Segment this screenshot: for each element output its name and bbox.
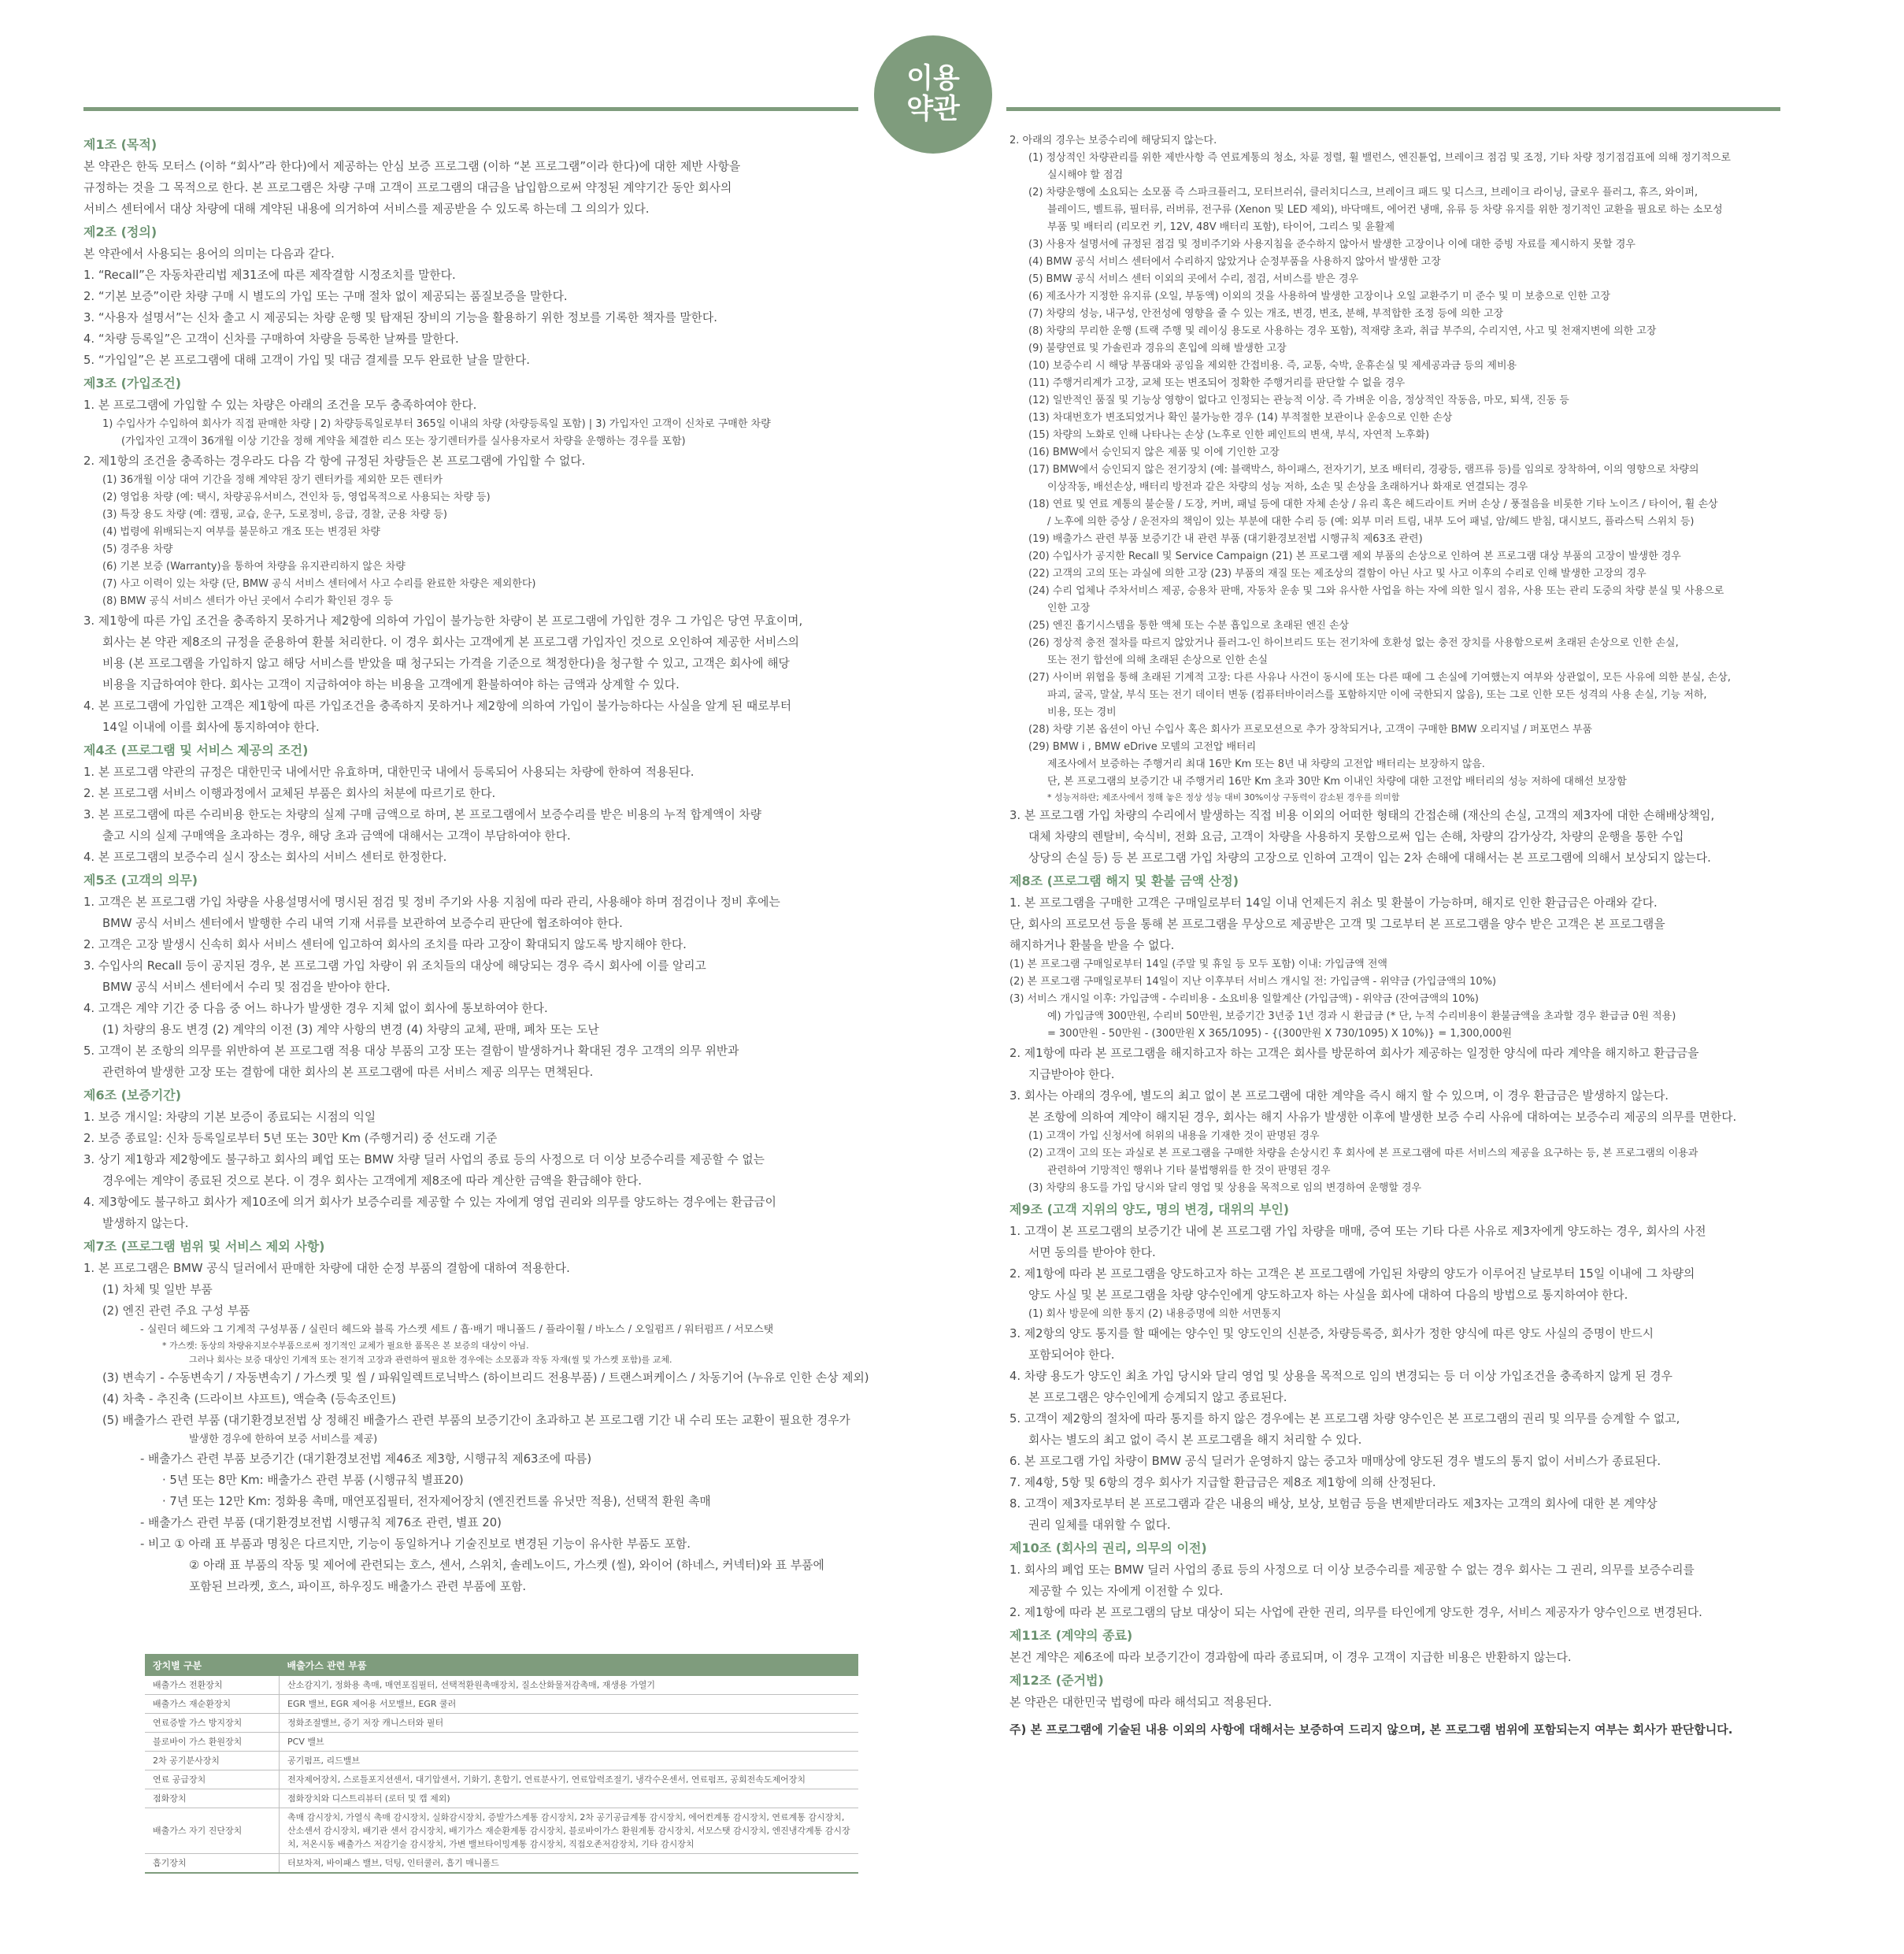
clause-line: 3. 회사는 아래의 경우에, 별도의 최고 없이 본 프로그램에 대한 계약을 즉시 해지 할 수 있으며, 이 경우 환급금은 발생하지 않는다. [1009, 1089, 1669, 1103]
clause-line: 출고 시의 실제 구매액을 초과하는 경우, 해당 초과 금액에 대해서는 고객이 부담하여야 한다. [102, 829, 571, 843]
clause-line: 그러나 회사는 보증 대상인 기계적 또는 전기적 고장과 관련하여 필요한 경우에는 소모품과 작동 자재(씰 및 가스켓 포함)를 교체. [189, 1355, 672, 1365]
clause-line: (17) BMW에서 승인되지 않은 전기장치 (예: 블랙박스, 하이패스, 전자기기, 보조 배터리, 경광등, 램프류 등)를 임의로 장착하여, 이의 영향으로 차량의 [1028, 464, 1699, 476]
clause-line: 1. 본 프로그램을 구매한 고객은 구매일로부터 14일 이내 언제든지 취소 및 환불이 가능하며, 해지로 인한 환급금은 아래와 같다. [1009, 896, 1658, 910]
clause-line: 관련하여 발생한 고장 또는 결함에 대한 회사의 본 프로그램에 따른 서비스 제공 의무는 면책된다. [102, 1066, 594, 1079]
article-title: 제6조 (보증기간) [83, 1088, 182, 1103]
clause-line: 단, 회사의 프로모션 등을 통해 본 프로그램을 무상으로 제공받은 고객 및 그로부터 본 프로그램을 양수 받은 고객은 본 프로그램을 [1009, 918, 1665, 931]
clause-line: (26) 정상적 충전 절차를 따르지 않았거나 플러그-인 하이브리드 또는 전기차에 호환성 없는 충전 장치를 사용함으로써 초래된 손상으로 인한 손실, [1028, 637, 1679, 649]
article-title: 제8조 (프로그램 해지 및 환불 금액 산정) [1009, 873, 1239, 888]
table-row [145, 1733, 858, 1752]
clause-line: 인한 고장 [1047, 603, 1091, 614]
clause-line: 1. 본 프로그램은 BMW 공식 딜러에서 판매한 차량에 대한 순정 부품의 결함에 대하여 적용한다. [83, 1262, 570, 1275]
clause-line: 4. 본 프로그램의 보증수리 실시 장소는 회사의 서비스 센터로 한정한다. [83, 851, 447, 864]
clause-line: (3) 사용자 설명서에 규정된 점검 및 정비주기와 사용지침을 준수하지 않아서 발생한 고장이나 이에 대한 증빙 자료를 제시하지 못할 경우 [1028, 239, 1635, 250]
emission-parts-cell: 전자제어장치, 스로틀포지션센서, 대기압센서, 기화기, 혼합기, 연료분사기, 연료압력조절기, 냉각수온센서, 연료펌프, 공회전속도제어장치 [280, 1770, 859, 1789]
clause-line: 비용 (본 프로그램을 가입하지 않고 해당 서비스를 받았을 때 청구되는 가격을 기준으로 책정한다)을 청구할 수 있고, 고객은 회사에 해당 [102, 657, 790, 670]
table-row [145, 1808, 858, 1854]
clause-line: 예) 가입금액 300만원, 수리비 50만원, 보증기간 3년중 1년 경과 시 환급금 (* 단, 누적 수리비용이 환불금액을 초과할 경우 환급금 0원 적용) [1047, 1010, 1676, 1022]
table-header-row [145, 1654, 858, 1676]
clause-line: (29) BMW i , BMW eDrive 모델의 고전압 배터리 [1028, 741, 1257, 753]
clause-line: · 5년 또는 8만 Km: 배출가스 관련 부품 (시행규칙 별표20) [162, 1474, 464, 1487]
device-category-cell: 배출가스 재순환장치 [145, 1695, 280, 1714]
clause-line: (2) 본 프로그램 구매일로부터 14일이 지난 이후부터 서비스 개시일 전: 가입금액 - 위약금 (가입금액의 10%) [1009, 976, 1497, 988]
clause-line: (12) 일반적인 품질 및 기능상 영향이 없다고 인정되는 관능적 이상. 즉 가벼운 이음, 정상적인 작동음, 마모, 퇴색, 진동 등 [1028, 395, 1569, 406]
table-row [145, 1752, 858, 1770]
clause-line: 경우에는 계약이 종료된 것으로 본다. 이 경우 회사는 고객에게 제8조에 따라 계산한 금액을 환급해야 한다. [102, 1174, 643, 1188]
clause-line: 단, 본 프로그램의 보증기간 내 주행거리 16만 Km 초과 30만 Km 이내인 차량에 대한 고전압 배터리의 성능 저하에 대해선 보장함 [1047, 776, 1627, 788]
clause-line: (4) 차축 - 추진축 (드라이브 샤프트), 액슬축 (등속조인트) [102, 1392, 396, 1406]
device-category-cell: 블로바이 가스 환원장치 [145, 1733, 280, 1752]
clause-line: / 노후에 의한 증상 / 운전자의 책임이 있는 부분에 대한 수리 등 (예: 외부 미러 트림, 내부 도어 패널, 암/헤드 받침, 대시보드, 플라스틱 스위치 등) [1047, 516, 1695, 528]
clause-line: (3) 특장 용도 차량 (예: 캠핑, 교습, 운구, 도로정비, 응급, 경찰, 군용 차량 등) [102, 509, 447, 521]
clause-line: 파괴, 굴곡, 말살, 부식 또는 전기 데이터 변동 (컴퓨터바이러스를 포함하지만 이에 국한되지 않음), 또는 그로 인한 모든 성격의 사용 손실, 기능 저하, [1047, 689, 1707, 701]
article-title: 제10조 (회사의 권리, 의무의 이전) [1009, 1541, 1207, 1555]
clause-line: 2. 고객은 고장 발생시 신속히 회사 서비스 센터에 입고하여 회사의 조치를 따라 고장이 확대되지 않도록 방지해야 한다. [83, 938, 687, 951]
clause-line: (2) 영업용 차량 (예: 택시, 차량공유서비스, 견인차 등, 영업목적으로 사용되는 차량 등) [102, 491, 491, 503]
clause-line: (4) 법령에 위배되는지 여부를 불문하고 개조 또는 변경된 차량 [102, 526, 380, 538]
left-column [83, 132, 869, 1597]
clause-line: 2. 제1항에 따라 본 프로그램의 담보 대상이 되는 사업에 관한 권리, 의무를 타인에게 양도한 경우, 서비스 제공자가 양수인으로 변경된다. [1009, 1606, 1702, 1619]
clause-line: (7) 사고 이력이 있는 차량 (단, BMW 공식 서비스 센터에서 사고 수리를 완료한 차량은 제외한다) [102, 578, 536, 590]
article-title: 제3조 (가입조건) [83, 376, 182, 391]
article-title: 제11조 (계약의 종료) [1009, 1628, 1133, 1643]
clause-line: (13) 차대번호가 변조되었거나 확인 불가능한 경우 (14) 부적절한 보관이나 운송으로 인한 손상 [1028, 412, 1453, 424]
clause-line: (1) 36개월 이상 대여 기간을 정해 계약된 장기 렌터카를 제외한 모든 렌터카 [102, 474, 443, 486]
emission-parts-cell: PCV 밸브 [280, 1733, 859, 1752]
clause-line: 비용을 지급하여야 한다. 회사는 고객이 지급하여야 하는 비용을 고객에게 환불하여야 하는 금액과 상계할 수 있다. [102, 678, 680, 692]
clause-line: 4. 고객은 계약 기간 중 다음 중 어느 하나가 발생한 경우 지체 없이 회사에 통보하여야 한다. [83, 1002, 548, 1015]
article-title: 제9조 (고객 지위의 양도, 명의 변경, 대위의 부인) [1009, 1202, 1290, 1217]
clause-line: 2. 아래의 경우는 보증수리에 해당되지 않는다. [1009, 135, 1217, 146]
clause-line: 7. 제4항, 5항 및 6항의 경우 회사가 지급할 환급금은 제8조 제1항에 의해 산정된다. [1009, 1476, 1436, 1489]
clause-line: 대체 차량의 렌탈비, 숙식비, 전화 요금, 고객이 차량을 사용하지 못함으로써 입는 손해, 차량의 감가상각, 차량의 운행을 통한 수입 [1028, 830, 1684, 844]
badge-line-2: 약관 [906, 94, 960, 125]
clause-line: (1) 회사 방문에 의한 통지 (2) 내용증명에 의한 서면통지 [1028, 1308, 1282, 1320]
badge-line-1: 이용 [906, 62, 960, 95]
clause-line: 관련하여 기망적인 행위나 기타 불법행위를 한 것이 판명된 경우 [1047, 1165, 1331, 1177]
clause-line: 4. 제3항에도 불구하고 회사가 제10조에 의거 회사가 보증수리를 제공할 수 있는 자에게 영업 권리와 의무를 양도하는 경우에는 환급금이 [83, 1196, 776, 1209]
table-row [145, 1854, 858, 1874]
clause-line: 1. “Recall”은 자동차관리법 제31조에 따른 제작결함 시정조치를 말한다. [83, 269, 456, 282]
clause-line: (5) 배출가스 관련 부품 (대기환경보전법 상 정해진 배출가스 관련 부품의 보증기간이 초과하고 본 프로그램 기간 내 수리 또는 교환이 필요한 경우가 [102, 1414, 850, 1427]
clause-line: 서비스 센터에서 대상 차량에 대해 계약된 내용에 의거하여 서비스를 제공받을 수 있도록 하는데 그 의의가 있다. [83, 202, 650, 216]
clause-line: BMW 공식 서비스 센터에서 수리 및 점검을 받아야 한다. [102, 981, 391, 994]
clause-line: 제조사에서 보증하는 주행거리 최대 16만 Km 또는 8년 내 차량의 고전압 배터리는 보장하지 않음. [1047, 758, 1485, 770]
clause-line: 3. 제1항에 따른 가입 조건을 충족하지 못하거나 제2항에 의하여 가입이 불가능한 차량이 본 프로그램에 가입한 경우 그 가입은 당연 무효이며, [83, 614, 803, 628]
table-row [145, 1695, 858, 1714]
clause-line: 상당의 손실 등) 등 본 프로그램 가입 차량의 고장으로 인하여 고객이 입는 2차 손해에 대해서는 본 프로그램에 의해서 보상되지 않는다. [1028, 851, 1711, 865]
clause-line: 1. 고객은 본 프로그램 가입 차량을 사용설명서에 명시된 점검 및 정비 주기와 사용 지침에 따라 관리, 사용해야 하며 점검이나 정비 후에는 [83, 895, 780, 909]
clause-line: 1. 고객이 본 프로그램의 보증기간 내에 본 프로그램 가입 차량을 매매, 증여 또는 기타 다른 사유로 제3자에게 양도하는 경우, 회사의 사전 [1009, 1225, 1706, 1238]
clause-line: 포함된 브라켓, 호스, 파이프, 하우징도 배출가스 관련 부품에 포함. [189, 1580, 527, 1593]
header-rule-left [83, 107, 858, 111]
clause-line: 1. 보증 개시일: 차량의 기본 보증이 종료되는 시점의 익일 [83, 1110, 376, 1124]
clause-line: (5) BMW 공식 서비스 센터 이외의 곳에서 수리, 점검, 서비스를 받은 경우 [1028, 273, 1359, 285]
article-title: 제5조 (고객의 의무) [83, 873, 198, 888]
emission-parts-cell: EGR 밸브, EGR 제어용 서모밸브, EGR 쿨러 [280, 1695, 859, 1714]
clause-line: (11) 주행거리계가 고장, 교체 또는 변조되어 정확한 주행거리를 판단할 수 없을 경우 [1028, 377, 1406, 389]
clause-line: 발생한 경우에 한하여 보증 서비스를 제공) [189, 1433, 378, 1445]
clause-line: (1) 차량의 용도 변경 (2) 계약의 이전 (3) 계약 사항의 변경 (4) 차량의 교체, 판매, 폐차 또는 도난 [102, 1023, 599, 1036]
device-category-cell: 연료 공급장치 [145, 1770, 280, 1789]
clause-line: (6) 제조사가 지정한 유지류 (오일, 부동액) 이외의 것을 사용하여 발생한 고장이나 오일 교환주기 미 준수 및 미 보충으로 인한 고장 [1028, 291, 1611, 302]
article-title: 제2조 (정의) [83, 224, 157, 239]
clause-line: 5. 고객이 제2항의 절차에 따라 통지를 하지 않은 경우에는 본 프로그램 차량 양수인은 본 프로그램의 권리 및 의무를 승계할 수 없고, [1009, 1412, 1680, 1426]
clause-line: 2. 제1항의 조건을 충족하는 경우라도 다음 각 항에 규정된 차량들은 본 프로그램에 가입할 수 없다. [83, 454, 586, 468]
device-category-cell: 연료증발 가스 방지장치 [145, 1714, 280, 1733]
clause-line: (5) 경주용 차량 [102, 543, 173, 555]
clause-line: (24) 수리 업체나 주차서비스 제공, 승용차 판매, 자동차 운송 및 그와 유사한 사업을 하는 자에 의한 일시 점유, 사용 또는 관리 도중의 차량 분실 및 사용으로 [1028, 585, 1724, 597]
clause-line: (3) 차량의 용도를 가입 당시와 달리 영업 및 상용을 목적으로 임의 변경하여 운행할 경우 [1028, 1182, 1422, 1194]
article-title: 제1조 (목적) [83, 137, 157, 152]
clause-line: 3. 수입사의 Recall 등이 공지된 경우, 본 프로그램 가입 차량이 위 조치들의 대상에 해당되는 경우 즉시 회사에 이를 알리고 [83, 959, 706, 973]
emission-parts-cell: 촉매 감시장치, 가열식 촉매 감시장치, 실화감시장치, 증발가스계통 감시장치, 2차 공기공급계통 감시장치, 에어컨계통 감시장치, 연료계통 감시장치, 산소센서 감시장치, 배기관 센서 감시장치, 배기가스 재순환계통 감시장치, 블로바이가스 환원계통 감시장치, 서모스탯 감시장치, 엔진냉각계통 감시장치, 저온시동 배출가스 저감기술 감시장치, 가변 밸브타이밍계통 감시장치, 직접오존저감장치, 기타 감시장치 [280, 1808, 859, 1854]
clause-line: 4. 본 프로그램에 가입한 고객은 제1항에 따른 가입조건을 충족하지 못하거나 제2항에 의하여 가입이 불가능하다는 사실을 알게 된 때로부터 [83, 699, 792, 713]
clause-line: 본 약관은 한독 모터스 (이하 “회사”라 한다)에서 제공하는 안심 보증 프로그램 (이하 “본 프로그램”이라 한다)에 대한 제반 사항을 [83, 160, 741, 173]
clause-line: (27) 사이버 위협을 통해 초래된 기계적 고장: 다른 사유나 사건이 동시에 또는 다른 때에 그 손실에 기여했는지 여부와 상관없이, 모든 사유에 의한 분실, 손상, [1028, 672, 1731, 684]
emission-parts-cell: 정화조절밸브, 증기 저장 캐니스터와 필터 [280, 1714, 859, 1733]
clause-line: 4. 차량 용도가 양도인 최초 가입 당시와 달리 영업 및 상용을 목적으로 임의 변경되는 등 더 이상 가입조건을 충족하지 않게 된 경우 [1009, 1370, 1672, 1383]
clause-line: * 성능저하란; 제조사에서 정해 놓은 정상 성능 대비 30%이상 구동력이 감소된 경우를 의미함 [1047, 792, 1400, 803]
clause-line: (9) 불량연료 및 가솔린과 경유의 혼입에 의해 발생한 고장 [1028, 343, 1287, 354]
clause-line: (2) 엔진 관련 주요 구성 부품 [102, 1304, 250, 1318]
clause-line: 발생하지 않는다. [102, 1217, 189, 1230]
device-category-cell: 점화장치 [145, 1789, 280, 1808]
clause-line: 서면 동의를 받아야 한다. [1028, 1246, 1156, 1259]
clause-line: - 실린더 헤드와 그 기계적 구성부품 / 실린더 헤드와 블록 가스켓 세트 / 흡·배기 매니폴드 / 플라이휠 / 바노스 / 오일펌프 / 워터펌프 / 서모스탯 [140, 1324, 774, 1336]
clause-line: (8) 차량의 무리한 운행 (트랙 주행 및 레이싱 용도로 사용하는 경우 포함), 적재량 초과, 취급 부주의, 수리지연, 사고 및 천재지변에 의한 고장 [1028, 325, 1657, 337]
emission-parts-cell: 점화장치와 디스트리뷰터 (로터 및 캡 제외) [280, 1789, 859, 1808]
clause-line: 비용, 또는 경비 [1047, 706, 1117, 718]
emission-parts-cell: 산소감지기, 정화용 촉매, 매연포집필터, 선택적환원촉매장치, 질소산화물저감촉매, 재생용 가열기 [280, 1676, 859, 1695]
clause-line: 3. 제2항의 양도 통지를 할 때에는 양수인 및 양도인의 신분증, 차량등록증, 회사가 정한 양식에 따른 양도 사실의 증명이 반드시 [1009, 1327, 1654, 1340]
table-header-category: 장치별 구분 [145, 1654, 280, 1676]
clause-line: - 비고 ① 아래 표 부품과 명칭은 다르지만, 기능이 동일하거나 기술진보로 변경된 기능이 유사한 부품도 포함. [140, 1537, 691, 1551]
article-title: 제7조 (프로그램 범위 및 서비스 제외 사항) [83, 1239, 325, 1254]
clause-line: 부품 및 배터리 (리모컨 키, 12V, 48V 배터리 포함), 타이어, 그리스 및 윤활제 [1047, 221, 1395, 233]
clause-line: 3. 본 프로그램에 따른 수리비용 한도는 차량의 실제 구매 금액으로 하며, 본 프로그램에서 보증수리를 받은 비용의 누적 합계액이 차량 [83, 808, 762, 821]
table-header-parts: 배출가스 관련 부품 [280, 1654, 859, 1676]
clause-line: 3. 본 프로그램 가입 차량의 수리에서 발생하는 직접 비용 이외의 어떠한 형태의 간접손해 (재산의 손실, 고객의 제3자에 대한 손해배상책임, [1009, 809, 1715, 822]
device-category-cell: 흡기장치 [145, 1854, 280, 1874]
clause-line: 2. 제1항에 따라 본 프로그램을 해지하고자 하는 고객은 회사를 방문하여 회사가 제공하는 일정한 양식에 따라 계약을 해지하고 환급금을 [1009, 1047, 1699, 1060]
clause-line: 권리 일체를 대위할 수 없다. [1028, 1518, 1171, 1532]
clause-line: 블레이드, 벨트류, 필터류, 러버류, 전구류 (Xenon 및 LED 제외), 바닥매트, 에어컨 냉매, 유류 등 차량 유지를 위한 정기적인 교환을 필요로 하는 소모성 [1047, 204, 1723, 216]
clause-line: · 7년 또는 12만 Km: 정화용 촉매, 매연포집필터, 전자제어장치 (엔진컨트롤 유닛만 적용), 선택적 환원 촉매 [162, 1495, 711, 1508]
clause-line: 3. 상기 제1항과 제2항에도 불구하고 회사의 폐업 또는 BMW 차량 딜러 사업의 종료 등의 사정으로 더 이상 보증수리를 제공할 수 없는 [83, 1153, 765, 1166]
clause-line: (4) BMW 공식 서비스 센터에서 수리하지 않았거나 순정부품을 사용하지 않아서 발생한 고장 [1028, 256, 1441, 268]
clause-line: 1. 본 프로그램 약관의 규정은 대한민국 내에서만 유효하며, 대한민국 내에서 등록되어 사용되는 차량에 한하여 적용된다. [83, 766, 695, 779]
clause-line: 1. 본 프로그램에 가입할 수 있는 차량은 아래의 조건을 모두 충족하여야 한다. [83, 399, 477, 412]
clause-line: 본 약관은 대한민국 법령에 따라 해석되고 적용된다. [1009, 1696, 1272, 1709]
clause-line: (1) 본 프로그램 구매일로부터 14일 (주말 및 휴일 등 모두 포함) 이내: 가입금액 전액 [1009, 958, 1387, 970]
clause-line: 2. “기본 보증”이란 차량 구매 시 별도의 가입 또는 구매 절차 없이 제공되는 품질보증을 말한다. [83, 290, 568, 303]
table-row [145, 1676, 858, 1695]
clause-line: 14일 이내에 이를 회사에 통지하여야 한다. [102, 721, 320, 734]
clause-line: (3) 변속기 - 수동변속기 / 자동변속기 / 가스켓 및 씰 / 파워일렉트로닉박스 (하이브리드 전용부품) / 트랜스퍼케이스 / 차동기어 (누유로 인한 손상 제외) [102, 1371, 869, 1385]
clause-line: (1) 정상적인 차량관리를 위한 제반사항 즉 연료계통의 청소, 차륜 정렬, 휠 밸런스, 엔진튠업, 브레이크 점검 및 조정, 기타 차량 정기점검표에 의해 정기적으로 [1028, 152, 1731, 164]
emission-parts-table [145, 1654, 858, 1874]
clause-line: 8. 고객이 제3자로부터 본 프로그램과 같은 내용의 배상, 보상, 보험금 등을 변제받더라도 제3자는 고객의 회사에 대한 본 계약상 [1009, 1497, 1658, 1511]
clause-line: - 배출가스 관련 부품 보증기간 (대기환경보전법 제46조 제3항, 시행규칙 제63조에 따름) [140, 1452, 592, 1466]
clause-line: (2) 차량운행에 소요되는 소모품 즉 스파크플러그, 모터브러쉬, 클러치디스크, 브레이크 패드 및 디스크, 브레이크 라이닝, 글로우 플러그, 휴즈, 와이퍼, [1028, 187, 1698, 198]
clause-line: (1) 고객이 가입 신청서에 허위의 내용을 기재한 것이 판명된 경우 [1028, 1130, 1320, 1142]
clause-line: 회사는 본 약관 제8조의 규정을 준용하여 환불 처리한다. 이 경우 회사는 고객에게 본 프로그램 가입자인 것으로 오인하여 제공한 서비스의 [102, 636, 799, 649]
clause-line: 4. “차량 등록일”은 고객이 신차를 구매하여 차량을 등록한 날짜를 말한다. [83, 332, 459, 346]
clause-line: = 300만원 - 50만원 - (300만원 X 365/1095) - {(300만원 X 730/1095) X 10%)} = 1,300,000원 [1047, 1028, 1513, 1040]
clause-line: BMW 공식 서비스 센터에서 발행한 수리 내역 기재 서류를 보관하여 보증수리 판단에 협조하여야 한다. [102, 917, 623, 930]
device-category-cell: 배출가스 전환장치 [145, 1676, 280, 1695]
clause-line: 양도 사실 및 본 프로그램을 차량 양수인에게 양도하고자 하는 사실을 회사에 대하여 다음의 방법으로 통지하여야 한다. [1028, 1288, 1628, 1302]
clause-line: (2) 고객이 고의 또는 과실로 본 프로그램을 구매한 차량을 손상시킨 후 회사에 본 프로그램에 따른 서비스의 제공을 요구하는 등, 본 프로그램의 이용과 [1028, 1148, 1698, 1159]
clause-line: (3) 서비스 개시일 이후: 가입금액 - 수리비용 - 소요비용 일할계산 (가입금액) - 위약금 (잔여금액의 10%) [1009, 993, 1479, 1005]
clause-line: 포함되어야 한다. [1028, 1348, 1115, 1362]
clause-line: (6) 기본 보증 (Warranty)을 통하여 차량을 유지관리하지 않은 차량 [102, 561, 406, 573]
clause-line: 본 약관에서 사용되는 용어의 의미는 다음과 같다. [83, 247, 335, 261]
emission-parts-cell: 공기펌프, 리드밸브 [280, 1752, 859, 1770]
device-category-cell: 배출가스 자기 진단장치 [145, 1808, 280, 1854]
clause-line: 5. 고객이 본 조항의 의무를 위반하여 본 프로그램 적용 대상 부품의 고장 또는 결함이 발생하거나 확대된 경우 고객의 의무 위반과 [83, 1044, 739, 1058]
clause-line: 본건 계약은 제6조에 따라 보증기간이 경과함에 따라 종료되며, 이 경우 고객이 지급한 비용은 반환하지 않는다. [1009, 1651, 1572, 1664]
clause-line: 5. “가입일”은 본 프로그램에 대해 고객이 가입 및 대금 결제를 모두 완료한 날을 말한다. [83, 354, 530, 367]
clause-line: 2. 보증 종료일: 신차 등록일로부터 5년 또는 30만 Km (주행거리) 중 선도래 기준 [83, 1132, 498, 1145]
clause-line: 실시해야 할 점검 [1047, 169, 1124, 181]
clause-line: (25) 엔진 흡기시스템을 통한 액체 또는 수분 흡입으로 초래된 엔진 손상 [1028, 620, 1350, 632]
clause-line: (15) 차량의 노화로 인해 나타나는 손상 (노후로 인한 페인트의 변색, 부식, 자연적 노후화) [1028, 429, 1430, 441]
clause-line: (8) BMW 공식 서비스 센터가 아닌 곳에서 수리가 확인된 경우 등 [102, 595, 394, 607]
clause-line: 제공할 수 있는 자에게 이전할 수 있다. [1028, 1585, 1224, 1598]
clause-line: 2. 제1항에 따라 본 프로그램을 양도하고자 하는 고객은 본 프로그램에 가입된 차량의 양도가 이루어진 날로부터 15일 이내에 그 차량의 [1009, 1267, 1695, 1281]
clause-line: (16) BMW에서 승인되지 않은 제품 및 이에 기인한 고장 [1028, 447, 1280, 458]
table-row [145, 1789, 858, 1808]
clause-line: ② 아래 표 부품의 작동 및 제어에 관련되는 호스, 센서, 스위치, 솔레노이드, 가스켓 (씰), 와이어 (하네스, 커넥터)와 표 부품에 [189, 1559, 824, 1572]
clause-line: 이상작동, 배선손상, 배터리 방전과 같은 차량의 성능 저하, 소손 및 손상을 초래하거나 화재로 연결되는 경우 [1047, 481, 1528, 493]
clause-line: 회사는 별도의 최고 없이 즉시 본 프로그램을 해지 처리할 수 있다. [1028, 1433, 1362, 1447]
clause-line: (7) 차량의 성능, 내구성, 안전성에 영향을 줄 수 있는 개조, 변경, 변조, 분해, 부적합한 조정 등에 의한 고장 [1028, 308, 1504, 320]
clause-line: * 가스켓: 동상의 차량유지보수부품으로써 정기적인 교체가 필요한 품목은 본 보증의 대상이 아님. [162, 1340, 529, 1351]
emission-parts-cell: 터보차져, 바이패스 밸브, 덕팅, 인터쿨러, 흡기 매니폴드 [280, 1854, 859, 1874]
clause-line: 3. “사용자 설명서”는 신차 출고 시 제공되는 차량 운행 및 탑재된 장비의 기능을 활용하기 위한 정보를 기록한 책자를 말한다. [83, 311, 717, 324]
clause-line: 규정하는 것을 그 목적으로 한다. 본 프로그램은 차량 구매 고객이 프로그램의 대금을 납입함으로써 약정된 계약기간 동안 회사의 [83, 181, 732, 195]
article-title: 제4조 (프로그램 및 서비스 제공의 조건) [83, 743, 309, 758]
clause-line: 1) 수입사가 수입하여 회사가 직접 판매한 차량 | 2) 차량등록일로부터 365일 이내의 차량 (차량등록일 포함) | 3) 가입자인 고객이 신차로 구매한 차량 [102, 418, 771, 430]
table-row [145, 1714, 858, 1733]
clause-line: 또는 전기 합선에 의해 초래된 손상으로 인한 손실 [1047, 654, 1269, 666]
device-category-cell: 2차 공기분사장치 [145, 1752, 280, 1770]
clause-line: (10) 보증수리 시 해당 부품대와 공임을 제외한 간접비용. 즉, 교통, 숙박, 운휴손실 및 제세공과금 등의 제비용 [1028, 360, 1517, 372]
clause-line: 본 조항에 의하여 계약이 해지된 경우, 회사는 해지 사유가 발생한 이후에 발생한 보증 수리 사유에 대하여는 보증수리 제공의 의무를 면한다. [1028, 1110, 1737, 1124]
clause-line: (20) 수입사가 공지한 Recall 및 Service Campaign (21) 본 프로그램 제외 부품의 손상으로 인하여 본 프로그램 대상 부품의 고장이 발생한 경우 [1028, 551, 1681, 562]
right-column [1009, 132, 1797, 1741]
clause-line: 해지하거나 환불을 받을 수 없다. [1009, 939, 1175, 952]
header-rule-right [1006, 107, 1780, 111]
table-row [145, 1770, 858, 1789]
article-title: 제12조 (준거법) [1009, 1673, 1104, 1688]
clause-line: (가입자인 고객이 36개월 이상 기간을 정해 계약을 체결한 리스 또는 장기렌터카를 실사용자로서 차량을 운행하는 경우를 포함) [121, 436, 686, 447]
clause-line: 본 프로그램은 양수인에게 승계되지 않고 종료된다. [1028, 1391, 1287, 1404]
clause-line: (1) 차체 및 일반 부품 [102, 1283, 213, 1296]
clause-line: (22) 고객의 고의 또는 과실에 의한 고장 (23) 부품의 재질 또는 제조상의 결함이 아닌 사고 및 사고 이후의 수리로 인해 발생한 고장의 경우 [1028, 568, 1647, 580]
clause-line: 6. 본 프로그램 가입 차량이 BMW 공식 딜러가 운영하지 않는 중고차 매매상에 양도된 경우 별도의 통지 없이 서비스가 종료된다. [1009, 1455, 1661, 1468]
clause-line: 2. 본 프로그램 서비스 이행과정에서 교체된 부품은 회사의 처분에 따르기로 한다. [83, 787, 496, 800]
clause-line: - 배출가스 관련 부품 (대기환경보전법 시행규칙 제76조 관련, 별표 20) [140, 1516, 502, 1529]
clause-line: (18) 연료 및 연료 계통의 불순물 / 도장, 커버, 패널 등에 대한 자체 손상 / 유리 혹은 헤드라이트 커버 손상 / 풍절음을 비롯한 기타 노이즈 / 타이어, 휠 손상 [1028, 499, 1718, 510]
clause-line: (28) 차량 기본 옵션이 아닌 수입사 혹은 회사가 프로모션으로 추가 장착되거나, 고객이 구매한 BMW 오리지널 / 퍼포먼스 부품 [1028, 724, 1593, 736]
terms-badge [874, 35, 992, 154]
clause-line: (19) 배출가스 관련 부품 보증기간 내 관련 부품 (대기환경보전법 시행규칙 제63조 관련) [1028, 533, 1423, 545]
clause-line: 지급받아야 한다. [1028, 1068, 1115, 1081]
closing-note: 주) 본 프로그램에 기술된 내용 이외의 사항에 대해서는 보증하여 드리지 않으며, 본 프로그램 범위에 포함되는지 여부는 회사가 판단합니다. [1009, 1722, 1733, 1737]
clause-line: 1. 회사의 폐업 또는 BMW 딜러 사업의 종료 등의 사정으로 더 이상 보증수리를 제공할 수 없는 경우 회사는 그 권리, 의무를 보증수리를 [1009, 1563, 1695, 1577]
